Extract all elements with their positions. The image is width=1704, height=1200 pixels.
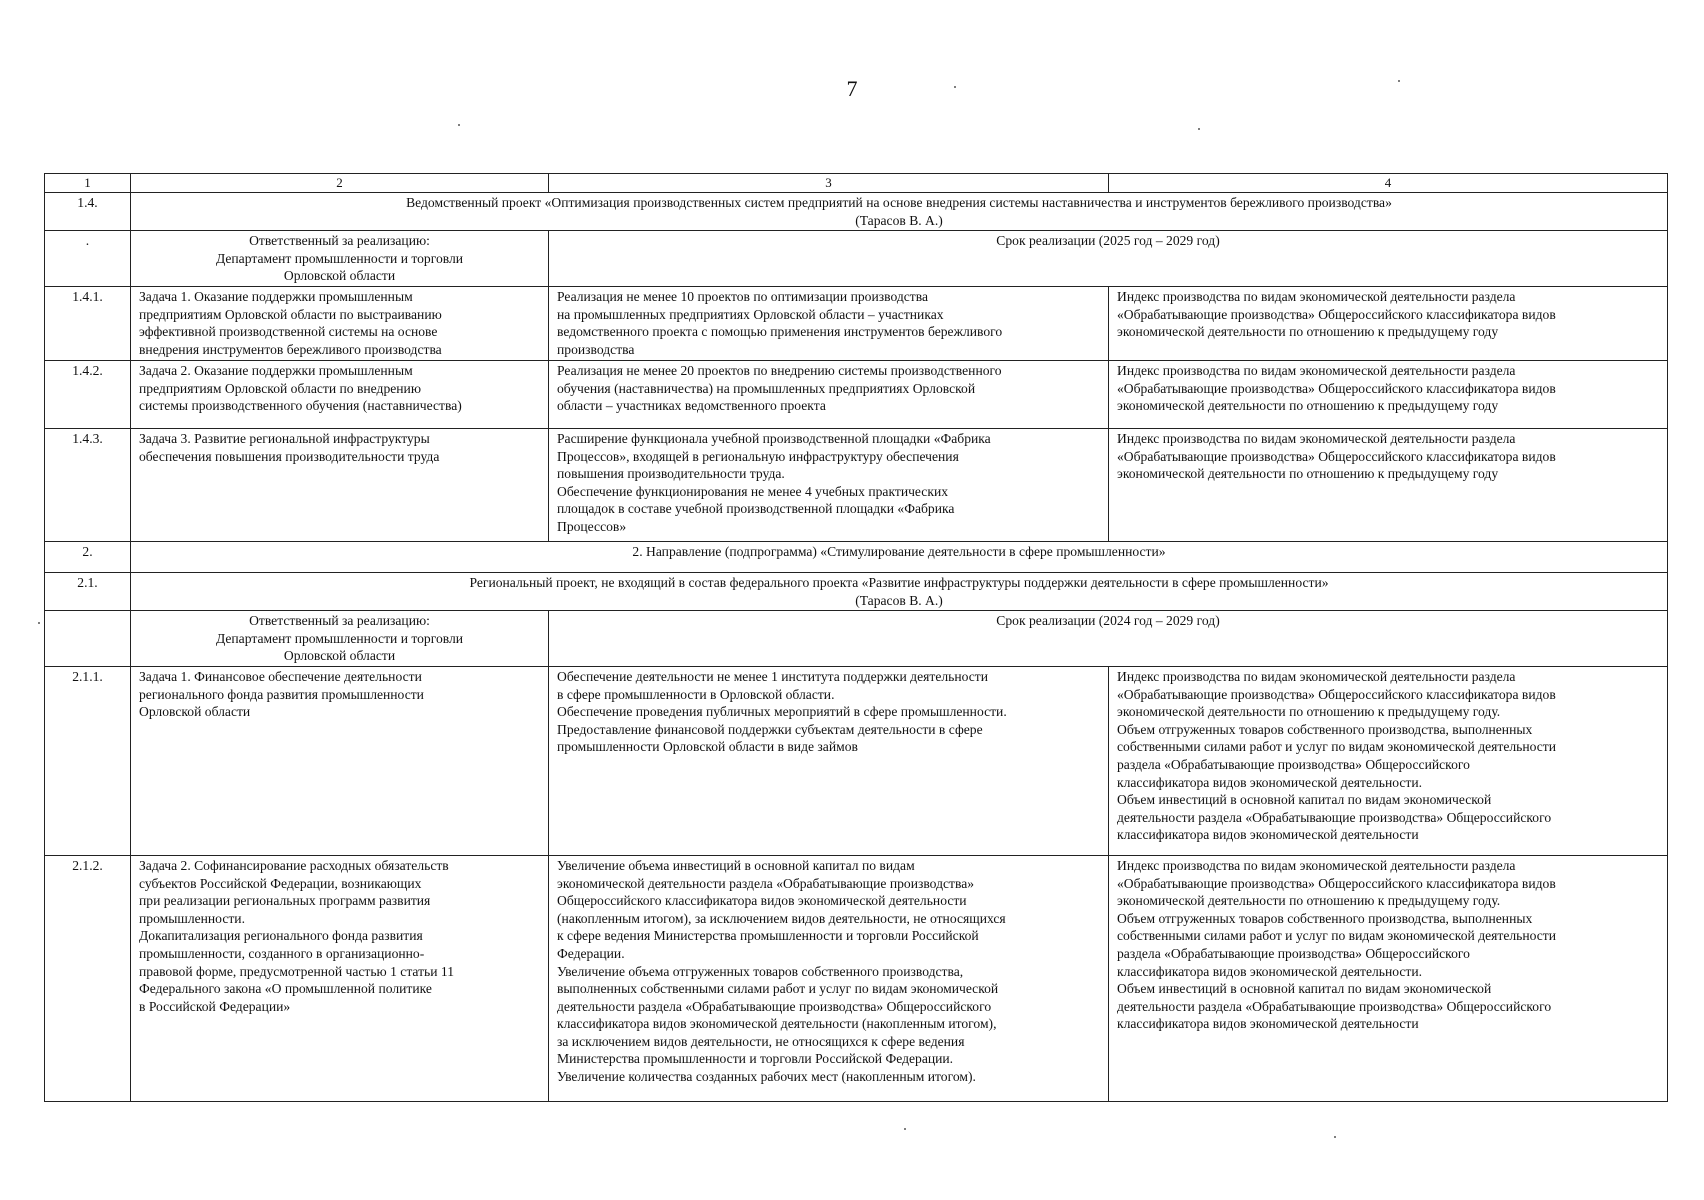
project-row	[45, 193, 1668, 231]
scan-speck	[458, 124, 460, 126]
scan-speck	[904, 1128, 906, 1130]
task-row	[45, 428, 1668, 541]
result-cell: Реализация не менее 10 проектов по оптимизации производства на промышленных предприятиях Орловской области – участниках ведомственного проекта с помощью применения инструментов бережливого производства	[549, 286, 1109, 360]
indicator-cell: Индекс производства по видам экономической деятельности раздела «Обрабатывающие производства» Общероссийского классификатора видов экономической деятельности по отношению к предыдущему году	[1109, 428, 1668, 541]
row-number: 2.1.2.	[45, 855, 131, 1101]
header-cell-2: 2	[131, 174, 549, 193]
row-number: 1.4.	[45, 193, 131, 231]
row-number: 1.4.2.	[45, 360, 131, 428]
indicator-cell: Индекс производства по видам экономической деятельности раздела «Обрабатывающие производства» Общероссийского классификатора видов экономической деятельности по отношению к предыдущему году. Объем отгруженных товаров собственного производства, выполненных собственными силами работ и услуг по видам экономической деятельности раздела «Обрабатывающие производства» Общероссийского классификатора видов экономической деятельности. Объем инвестиций в основной капитал по видам экономической деятельности раздела «Обрабатывающие производства» Общероссийского классификатора видов экономической деятельности	[1109, 855, 1668, 1101]
indicator-cell: Индекс производства по видам экономической деятельности раздела «Обрабатывающие производства» Общероссийского классификатора видов экономической деятельности по отношению к предыдущему году	[1109, 360, 1668, 428]
scan-speck	[1398, 80, 1400, 82]
task-cell: Задача 1. Финансовое обеспечение деятельности регионального фонда развития промышленности Орловской области	[131, 666, 549, 855]
row-number: 2.1.1.	[45, 666, 131, 855]
project-title: Ведомственный проект «Оптимизация производственных систем предприятий на основе внедрения системы наставничества и инструментов бережливого производства» (Тарасов В. А.)	[131, 193, 1668, 231]
header-cell-3: 3	[549, 174, 1109, 193]
task-cell: Задача 2. Оказание поддержки промышленным предприятиям Орловской области по внедрению системы производственного обучения (наставничества)	[131, 360, 549, 428]
scan-speck	[1198, 128, 1200, 130]
row-number	[45, 611, 131, 667]
task-cell: Задача 1. Оказание поддержки промышленным предприятиям Орловской области по выстраиванию эффективной производственной системы на основе внедрения инструментов бережливого производства	[131, 286, 549, 360]
direction-row	[45, 541, 1668, 572]
program-table	[44, 173, 1668, 1102]
header-cell-1: 1	[45, 174, 131, 193]
term-cell: Срок реализации (2024 год – 2029 год)	[549, 611, 1668, 667]
responsible-cell: Ответственный за реализацию: Департамент промышленности и торговли Орловской области	[131, 611, 549, 667]
row-number: 2.1.	[45, 572, 131, 610]
responsible-row	[45, 231, 1668, 287]
result-cell: Обеспечение деятельности не менее 1 института поддержки деятельности в сфере промышленности в Орловской области. Обеспечение проведения публичных мероприятий в сфере промышленности. Предоставление финансовой поддержки субъектам деятельности в сфере промышленности Орловской области в виде займов	[549, 666, 1109, 855]
result-cell: Расширение функционала учебной производственной площадки «Фабрика Процессов», входящей в региональную инфраструктуру обеспечения повышения производительности труда. Обеспечение функционирования не менее 4 учебных практических площадок в составе учебной производственной площадки «Фабрика Процессов»	[549, 428, 1109, 541]
responsible-cell: Ответственный за реализацию: Департамент промышленности и торговли Орловской области	[131, 231, 549, 287]
row-number: 1.4.3.	[45, 428, 131, 541]
task-cell: Задача 2. Софинансирование расходных обязательств субъектов Российской Федерации, возникающих при реализации региональных программ развития промышленности. Докапитализация регионального фонда развития промышленности, созданного в организационно- правовой форме, предусмотренной частью 1 статьи 11 Федерального закона «О промышленной политике в Российской Федерации»	[131, 855, 549, 1101]
header-row	[45, 174, 1668, 193]
direction-title: 2. Направление (подпрограмма) «Стимулирование деятельности в сфере промышленности»	[131, 541, 1668, 572]
indicator-cell: Индекс производства по видам экономической деятельности раздела «Обрабатывающие производства» Общероссийского классификатора видов экономической деятельности по отношению к предыдущему году	[1109, 286, 1668, 360]
term-cell: Срок реализации (2025 год – 2029 год)	[549, 231, 1668, 287]
project-row	[45, 572, 1668, 610]
task-row	[45, 855, 1668, 1101]
responsible-row	[45, 611, 1668, 667]
scan-speck	[954, 86, 956, 88]
task-row	[45, 286, 1668, 360]
page-number: 7	[846, 76, 858, 101]
task-row	[45, 666, 1668, 855]
scan-speck	[1334, 1136, 1336, 1138]
scan-speck	[38, 622, 40, 624]
row-number: .	[45, 231, 131, 287]
indicator-cell: Индекс производства по видам экономической деятельности раздела «Обрабатывающие производства» Общероссийского классификатора видов экономической деятельности по отношению к предыдущему году. Объем отгруженных товаров собственного производства, выполненных собственными силами работ и услуг по видам экономической деятельности раздела «Обрабатывающие производства» Общероссийского классификатора видов экономической деятельности. Объем инвестиций в основной капитал по видам экономической деятельности раздела «Обрабатывающие производства» Общероссийского классификатора видов экономической деятельности	[1109, 666, 1668, 855]
project-title: Региональный проект, не входящий в состав федерального проекта «Развитие инфраструктуры поддержки деятельности в сфере промышленности» (Тарасов В. А.)	[131, 572, 1668, 610]
header-cell-4: 4	[1109, 174, 1668, 193]
row-number: 2.	[45, 541, 131, 572]
task-cell: Задача 3. Развитие региональной инфраструктуры обеспечения повышения производительности труда	[131, 428, 549, 541]
result-cell: Увеличение объема инвестиций в основной капитал по видам экономической деятельности раздела «Обрабатывающие производства» Общероссийского классификатора видов экономической деятельности (накопленным итогом), за исключением видов деятельности, не относящихся к сфере ведения Министерства промышленности и торговли Российской Федерации. Увеличение объема отгруженных товаров собственного производства, выполненных собственными силами работ и услуг по видам экономической деятельности раздела «Обрабатывающие производства» Общероссийского классификатора видов экономической деятельности (накопленным итогом), за исключением видов деятельности, не относящихся к сфере ведения Министерства промышленности и торговли Российской Федерации. Увеличение количества созданных рабочих мест (накопленным итогом).	[549, 855, 1109, 1101]
row-number: 1.4.1.	[45, 286, 131, 360]
result-cell: Реализация не менее 20 проектов по внедрению системы производственного обучения (наставничества) на промышленных предприятиях Орловской области – участниках ведомственного проекта	[549, 360, 1109, 428]
task-row	[45, 360, 1668, 428]
